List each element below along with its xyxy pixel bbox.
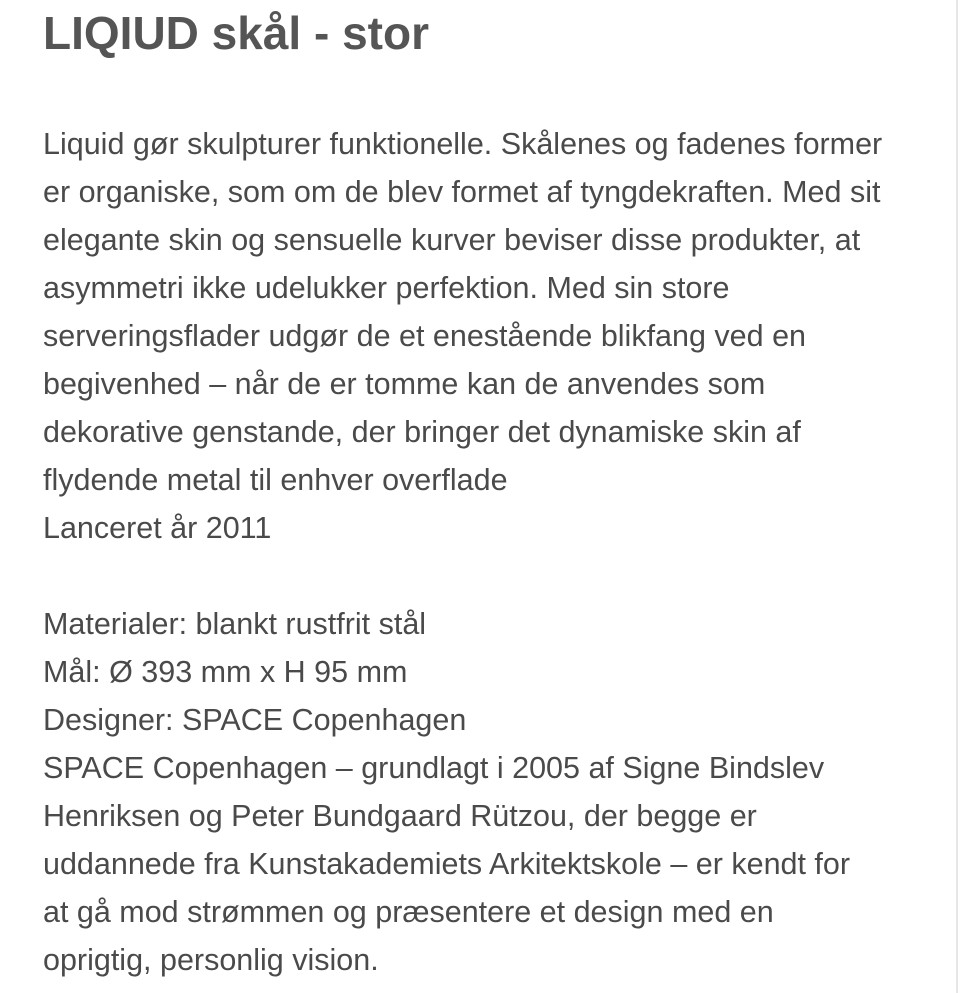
- designer-bio-line: at gå mod strømmen og præsentere et design med en: [43, 895, 774, 929]
- designer-bio-line: SPACE Copenhagen – grundlagt i 2005 af Signe Bindslev: [43, 751, 825, 785]
- product-title: LIQIUD skål - stor: [43, 7, 429, 59]
- description-line: asymmetri ikke udelukker perfektion. Med sin store: [43, 271, 730, 305]
- product-description: [43, 120, 933, 552]
- description-line: begivenhed – når de er tomme kan de anvendes som: [43, 367, 766, 401]
- spec-designer: Designer: SPACE Copenhagen: [43, 703, 467, 737]
- designer-bio-line: Henriksen og Peter Bundgaard Rützou, der begge er: [43, 799, 757, 833]
- description-line: Liquid gør skulpturer funktionelle. Skålenes og fadenes former: [43, 127, 883, 161]
- spec-materials: Materialer: blankt rustfrit stål: [43, 607, 427, 641]
- launch-year: Lanceret år 2011: [43, 511, 272, 545]
- description-line: er organiske, som om de blev formet af tyngdekraften. Med sit: [43, 175, 881, 209]
- description-line: dekorative genstande, der bringer det dynamiske skin af: [43, 415, 801, 449]
- description-line: flydende metal til enhver overflade: [43, 463, 508, 497]
- product-specs: [43, 600, 933, 984]
- description-line: serveringsflader udgør de et enestående blikfang ved en: [43, 319, 806, 353]
- product-content: [43, 0, 933, 984]
- description-line: elegante skin og sensuelle kurver beviser disse produkter, at: [43, 223, 861, 257]
- designer-bio-line: oprigtig, personlig vision.: [43, 943, 379, 977]
- spec-dimensions: Mål: Ø 393 mm x H 95 mm: [43, 655, 408, 689]
- designer-bio-line: uddannede fra Kunstakademiets Arkitektskole – er kendt for: [43, 847, 851, 881]
